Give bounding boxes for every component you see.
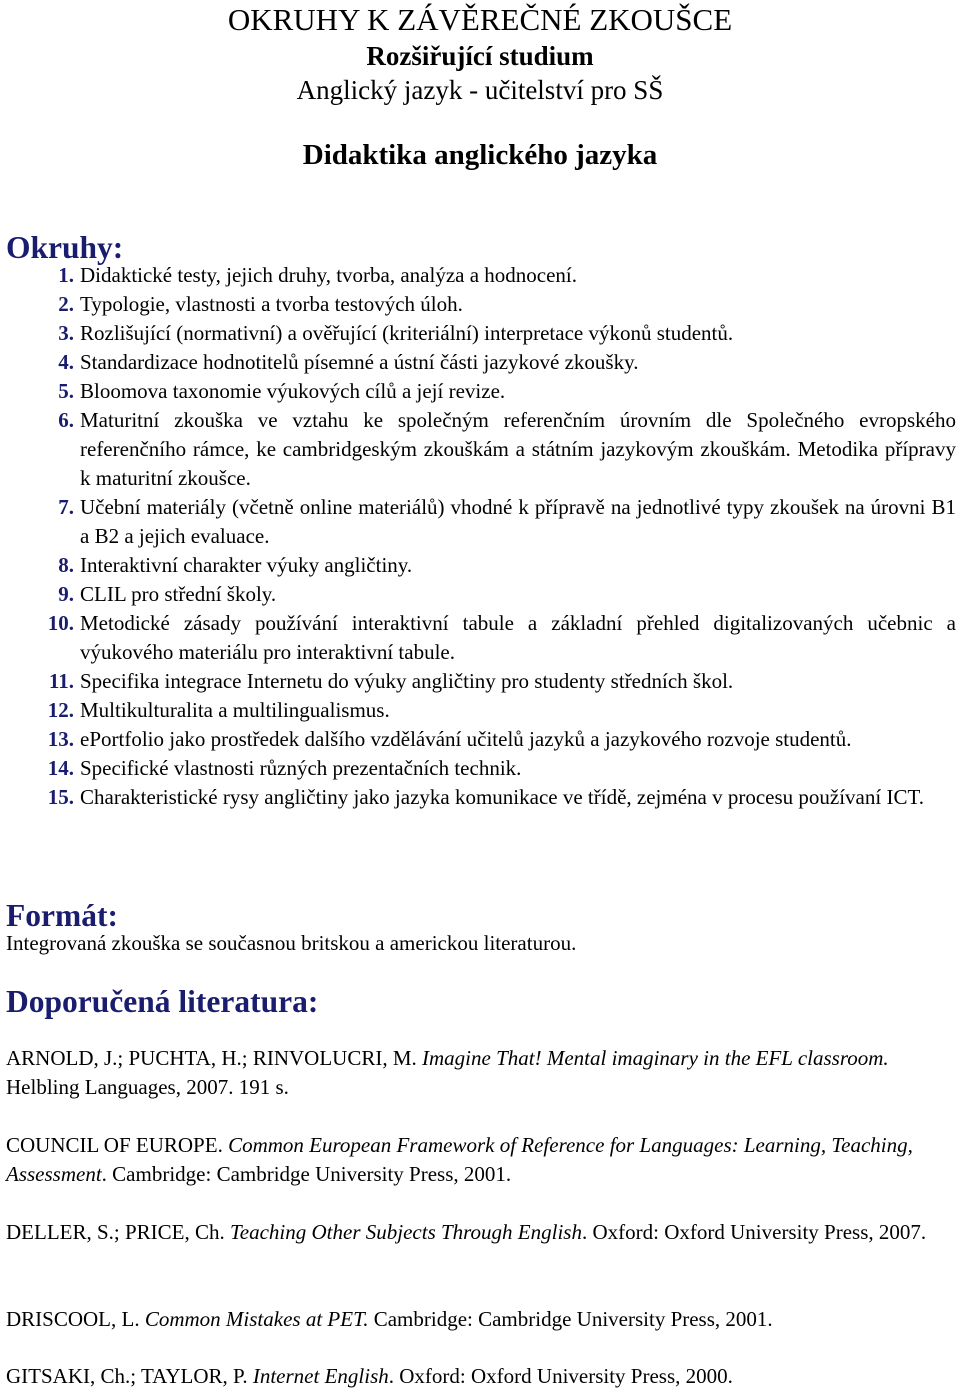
- item-text: CLIL pro střední školy.: [80, 582, 277, 606]
- list-item: [0, 348, 956, 377]
- reference-publisher: Helbling Languages, 2007. 191 s.: [6, 1075, 289, 1099]
- format-text: Integrovaná zkouška se současnou britskou a americkou literaturou.: [6, 931, 577, 955]
- list-item: [0, 667, 956, 696]
- list-item: [0, 551, 956, 580]
- list-item: [0, 580, 956, 609]
- list-item: [0, 261, 956, 290]
- item-text: Charakteristické rysy angličtiny jako jazyka komunikace ve třídě, zejména v procesu používaní ICT.: [80, 785, 924, 809]
- item-number: 6.: [58, 408, 74, 432]
- reference-authors: ARNOLD, J.; PUCHTA, H.; RINVOLUCRI, M.: [6, 1046, 423, 1070]
- item-number: 5.: [58, 379, 74, 403]
- list-item: [0, 696, 956, 725]
- reference-item: [6, 1044, 954, 1102]
- reference-item: [6, 1305, 954, 1334]
- item-number: 1.: [58, 263, 74, 287]
- item-number: 8.: [58, 553, 74, 577]
- topics-list: [0, 261, 956, 812]
- reference-title: Teaching Other Subjects Through English: [230, 1220, 582, 1244]
- item-number: 11.: [48, 669, 74, 693]
- reference-authors: DELLER, S.; PRICE, Ch.: [6, 1220, 231, 1244]
- reference-title: Imagine That! Mental imaginary in the EFL classroom.: [422, 1046, 889, 1070]
- list-item: [0, 290, 956, 319]
- reference-publisher: Cambridge: Cambridge University Press, 2001.: [368, 1307, 773, 1331]
- reference-item: [6, 1131, 954, 1189]
- reference-authors: GITSAKI, Ch.; TAYLOR, P.: [6, 1364, 253, 1388]
- item-number: 13.: [47, 727, 74, 751]
- item-text: Standardizace hodnotitelů písemné a ústní části jazykové zkoušky.: [80, 350, 639, 374]
- study-program: Rozšiřující studium: [366, 41, 594, 71]
- item-number: 10.: [47, 611, 74, 635]
- list-item: [0, 319, 956, 348]
- reference-title: Internet English: [252, 1364, 389, 1388]
- item-number: 15.: [47, 785, 74, 809]
- item-text: Interaktivní charakter výuky angličtiny.: [80, 553, 413, 577]
- list-item: [0, 406, 956, 493]
- list-item: [0, 493, 956, 551]
- reference-publisher: . Oxford: Oxford University Press, 2000.: [388, 1364, 733, 1388]
- item-text: Učební materiály (včetně online materiálů) vhodné k přípravě na jednotlivé typy zkoušek na úrovni B1 a B2 a jejich evaluace.: [80, 495, 956, 548]
- list-item: [0, 725, 956, 754]
- reference-item: [6, 1218, 954, 1247]
- item-number: 14.: [47, 756, 74, 780]
- item-number: 4.: [58, 350, 74, 374]
- topics-heading: Okruhy:: [6, 230, 124, 265]
- reference-authors: DRISCOOL, L.: [6, 1307, 145, 1331]
- item-text: Maturitní zkouška ve vztahu ke společným referenčním úrovním dle Společného evropského referenčního rámce, ke cambridgeským zkouškám a státním jazykovým zkouškám. Metodika přípravy k maturitní zkoušce.: [80, 408, 956, 490]
- study-field: Anglický jazyk - učitelství pro SŠ: [296, 75, 664, 105]
- reference-publisher: . Cambridge: Cambridge University Press, 2001.: [101, 1162, 512, 1186]
- list-item: [0, 377, 956, 406]
- item-text: Metodické zásady používání interaktivní tabule a základní přehled digitalizovaných učebnic a výukového materiálu pro interaktivní tabule.: [80, 611, 956, 664]
- item-number: 7.: [58, 495, 74, 519]
- item-text: Typologie, vlastnosti a tvorba testových úloh.: [80, 292, 463, 316]
- item-text: Didaktické testy, jejich druhy, tvorba, analýza a hodnocení.: [80, 263, 578, 287]
- reference-authors: COUNCIL OF EUROPE.: [6, 1133, 229, 1157]
- item-number: 9.: [58, 582, 74, 606]
- subject-title: Didaktika anglického jazyka: [302, 139, 658, 171]
- item-number: 12.: [47, 698, 74, 722]
- item-text: Specifické vlastnosti různých prezentačních technik.: [80, 756, 522, 780]
- list-item: [0, 609, 956, 667]
- reference-item: [6, 1362, 954, 1391]
- item-number: 2.: [58, 292, 74, 316]
- item-text: ePortfolio jako prostředek dalšího vzdělávání učitelů jazyků a jazykového rozvoje studentů.: [80, 727, 852, 751]
- document-title: OKRUHY K ZÁVĚREČNÉ ZKOUŠCE: [227, 2, 733, 37]
- reference-title: Common Mistakes at PET.: [144, 1307, 369, 1331]
- item-text: Rozlišující (normativní) a ověřující (kriteriální) interpretace výkonů studentů.: [80, 321, 734, 345]
- literature-heading: Doporučená literatura:: [6, 984, 319, 1019]
- item-text: Multikulturalita a multilingualismus.: [80, 698, 390, 722]
- format-heading: Formát:: [6, 898, 118, 933]
- item-text: Bloomova taxonomie výukových cílů a její revize.: [80, 379, 506, 403]
- item-text: Specifika integrace Internetu do výuky angličtiny pro studenty středních škol.: [80, 669, 734, 693]
- list-item: [0, 783, 956, 812]
- reference-title: Common European Framework of Reference for Languages: Learning, Teaching, Assessment: [6, 1133, 913, 1186]
- list-item: [0, 754, 956, 783]
- reference-publisher: . Oxford: Oxford University Press, 2007.: [581, 1220, 927, 1244]
- item-number: 3.: [58, 321, 74, 345]
